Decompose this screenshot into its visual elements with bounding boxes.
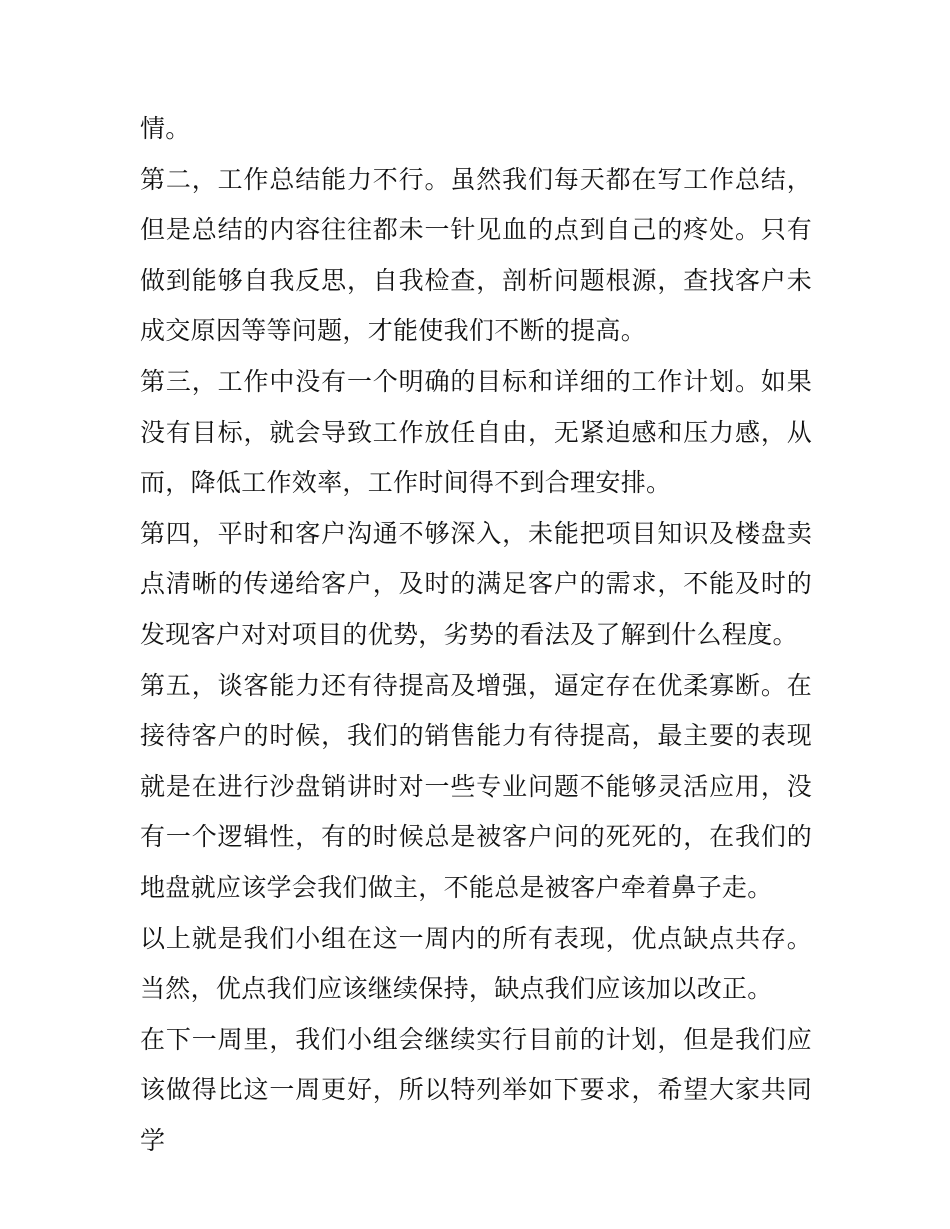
paragraph-continuation: 情。 — [140, 114, 191, 143]
paragraph-point-two: 第二，工作总结能力不行。虽然我们每天都在写工作总结，但是总结的内容往往都未一针见血的点到自己的疼处。只有做到能够自我反思，自我检查，剖析问题根源，查找客户未成交原因等等问题，才能使我们不断的提高。 — [140, 164, 812, 346]
paragraph-point-three: 第三，工作中没有一个明确的目标和详细的工作计划。如果没有目标，就会导致工作放任自由，无紧迫感和压力感，从而，降低工作效率，工作时间得不到合理安排。 — [140, 366, 812, 498]
paragraph-point-four: 第四，平时和客户沟通不够深入，未能把项目知识及楼盘卖点清晰的传递给客户，及时的满足客户的需求，不能及时的发现客户对对项目的优势，劣势的看法及了解到什么程度。 — [140, 518, 812, 649]
document-body — [140, 104, 812, 1166]
paragraph-point-five: 第五，谈客能力还有待提高及增强，逼定存在优柔寡断。在接待客户的时候，我们的销售能力有待提高，最主要的表现就是在进行沙盘销讲时对一些专业问题不能够灵活应用，没有一个逻辑性，有的时候总是被客户问的死死的，在我们的地盘就应该学会我们做主，不能总是被客户牵着鼻子走。 — [140, 670, 812, 902]
paragraph-summary: 以上就是我们小组在这一周内的所有表现，优点缺点共存。当然，优点我们应该继续保持，缺点我们应该加以改正。 — [140, 923, 812, 1004]
paragraph-next-week: 在下一周里，我们小组会继续实行目前的计划，但是我们应该做得比这一周更好，所以特列举如下要求，希望大家共同学 — [140, 1024, 812, 1155]
